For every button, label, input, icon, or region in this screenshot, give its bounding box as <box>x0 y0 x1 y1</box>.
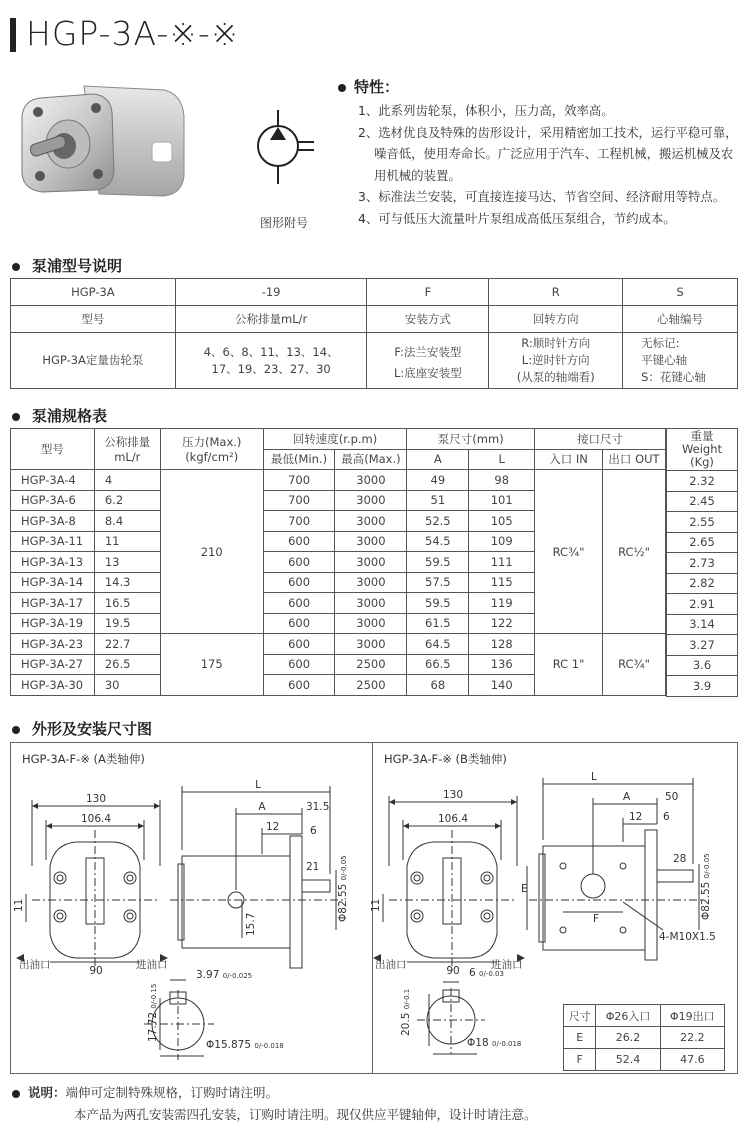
spec-pressure-cell: 210 <box>160 470 263 634</box>
spec-cell: 2500 <box>335 654 407 675</box>
spec-cell: 3000 <box>335 572 407 593</box>
svg-text:50: 50 <box>665 791 679 803</box>
spec-port-out-cell: RC¾" <box>603 634 666 696</box>
spec-cell: 52.5 <box>407 511 469 532</box>
dim-cell: 52.4 <box>596 1049 660 1071</box>
dim-cell: 22.2 <box>660 1027 724 1049</box>
shaft-cell: 无标记: 平键心轴 S：花键心轴 <box>623 333 738 389</box>
spec-table <box>10 428 666 696</box>
spec-cell: 600 <box>263 531 335 552</box>
svg-text:11: 11 <box>370 898 382 912</box>
spec-header-pressure: 压力(Max.) (kgf/cm²) <box>160 429 263 470</box>
svg-text:90: 90 <box>89 965 103 977</box>
spec-model-cell: HGP-3A-11 <box>11 531 95 552</box>
spec-header-speed: 回转速度(r.p.m) <box>263 429 407 450</box>
svg-text:A: A <box>623 791 631 803</box>
note-line-2: 本产品为两孔安装需四孔安装，订购时请注明。现仅供应平键轴伸，设计时请注意。 <box>74 1107 537 1122</box>
spec-cell: 54.5 <box>407 531 469 552</box>
spec-displacement-cell: 14.3 <box>94 572 160 593</box>
bullet-icon <box>12 726 20 734</box>
spec-header-speed-max: 最高(Max.) <box>335 449 407 470</box>
svg-text:L: L <box>255 779 261 791</box>
feature-item: 2、选材优良及特殊的齿形设计，采用精密加工技术，运行平稳可靠，噪音低，使用寿命长。广泛应用于汽车、工程机械，搬运机械及农用机械的装置。 <box>358 124 738 183</box>
spec-cell: 98 <box>469 470 535 491</box>
spec-header-port-in: 入口 IN <box>535 449 603 470</box>
spec-row <box>11 634 666 655</box>
spec-model-cell: HGP-3A-6 <box>11 490 95 511</box>
weight-table <box>666 428 738 697</box>
spec-weight-cell: 3.6 <box>667 655 738 676</box>
spec-cell: 3000 <box>335 593 407 614</box>
drawing-a-shaft <box>10 770 372 1070</box>
spec-model-cell: HGP-3A-27 <box>11 654 95 675</box>
spec-weight-cell: 2.91 <box>667 594 738 615</box>
dim-cell: 47.6 <box>660 1049 724 1071</box>
dim-header: Φ19出口 <box>660 1005 724 1027</box>
spec-weight-cell: 2.73 <box>667 553 738 574</box>
spec-header-speed-min: 最低(Min.) <box>263 449 335 470</box>
header-cell: 回转方向 <box>489 306 623 333</box>
svg-text:12: 12 <box>629 811 643 823</box>
code-cell: S <box>623 279 738 306</box>
spec-displacement-cell: 6.2 <box>94 490 160 511</box>
spec-cell: 3000 <box>335 490 407 511</box>
bullet-icon <box>12 1090 20 1098</box>
spec-cell: 64.5 <box>407 634 469 655</box>
spec-cell: 600 <box>263 613 335 634</box>
spec-displacement-cell: 11 <box>94 531 160 552</box>
spec-pressure-cell: 175 <box>160 634 263 696</box>
spec-cell: 59.5 <box>407 593 469 614</box>
code-cell: -19 <box>175 279 367 306</box>
svg-text:A: A <box>258 801 266 813</box>
spec-section-heading: 泵浦规格表 <box>12 405 107 426</box>
spec-model-cell: HGP-3A-14 <box>11 572 95 593</box>
spec-cell: 700 <box>263 470 335 491</box>
spec-displacement-cell: 13 <box>94 552 160 573</box>
spec-cell: 3000 <box>335 531 407 552</box>
spec-header-size-a: A <box>407 449 469 470</box>
shaft-b-section <box>373 964 563 1072</box>
svg-text:106.4: 106.4 <box>437 813 469 825</box>
drawing-left-label: HGP-3A-F-※ (A类轴伸) <box>22 752 145 766</box>
spec-cell: 700 <box>263 511 335 532</box>
spec-header-weight: 重量 Weight (Kg) <box>667 429 738 471</box>
svg-text:11: 11 <box>13 898 25 912</box>
spec-cell: 3000 <box>335 634 407 655</box>
spec-cell: 61.5 <box>407 613 469 634</box>
spec-model-cell: HGP-3A-17 <box>11 593 95 614</box>
spec-cell: 600 <box>263 675 335 696</box>
drawing-section-heading: 外形及安装尺寸图 <box>12 718 152 739</box>
spec-cell: 57.5 <box>407 572 469 593</box>
spec-cell: 2500 <box>335 675 407 696</box>
dim-header: Φ26入口 <box>596 1005 660 1027</box>
spec-cell: 128 <box>469 634 535 655</box>
spec-weight-cell: 3.9 <box>667 676 738 697</box>
ef-dimension-table <box>563 1004 725 1071</box>
spec-weight-cell: 2.32 <box>667 471 738 492</box>
model-code-table <box>10 278 738 389</box>
spec-displacement-cell: 26.5 <box>94 654 160 675</box>
spec-weight-cell: 2.45 <box>667 491 738 512</box>
note: 说明：端伸可定制特殊规格，订购时请注明。 <box>12 1082 278 1104</box>
svg-text:31.5: 31.5 <box>306 801 330 813</box>
pump-hydraulic-symbol <box>248 108 318 188</box>
svg-text:Φ15.875 0/-0.018: Φ15.875 0/-0.018 <box>206 1039 284 1051</box>
spec-header-displacement: 公称排量 mL/r <box>94 429 160 470</box>
spec-displacement-cell: 8.4 <box>94 511 160 532</box>
svg-text:17.72 0/-0.15: 17.72 0/-0.15 <box>147 983 159 1042</box>
svg-text:6 0/-0.03: 6 0/-0.03 <box>469 967 504 979</box>
spec-cell: 101 <box>469 490 535 511</box>
spec-cell: 119 <box>469 593 535 614</box>
pump-product-photo <box>14 76 190 206</box>
spec-cell: 111 <box>469 552 535 573</box>
spec-weight-cell: 2.55 <box>667 512 738 533</box>
bullet-icon <box>338 84 346 92</box>
svg-text:出油口: 出油口 <box>375 959 407 971</box>
code-cell: R <box>489 279 623 306</box>
mount-cell: F:法兰安装型 L:底座安装型 <box>367 333 489 389</box>
dim-cell: 26.2 <box>596 1027 660 1049</box>
spec-weight-cell: 3.27 <box>667 635 738 656</box>
spec-row <box>11 470 666 491</box>
svg-text:20.5 0/-0.1: 20.5 0/-0.1 <box>400 988 412 1036</box>
header-cell: 安装方式 <box>367 306 489 333</box>
spec-cell: 136 <box>469 654 535 675</box>
svg-text:15.7: 15.7 <box>245 912 257 936</box>
spec-cell: 3000 <box>335 511 407 532</box>
svg-text:6: 6 <box>310 825 317 837</box>
svg-text:E: E <box>521 883 528 895</box>
svg-text:Φ82.55 0/-0.05: Φ82.55 0/-0.05 <box>700 853 712 920</box>
rotation-cell: R:顺时针方向 L:逆时针方向 (从泵的轴端看) <box>489 333 623 389</box>
dim-cell: F <box>564 1049 596 1071</box>
bullet-icon <box>12 413 20 421</box>
svg-text:Φ18 0/-0.018: Φ18 0/-0.018 <box>467 1037 522 1049</box>
spec-port-out-cell: RC½" <box>603 470 666 634</box>
dim-header: 尺寸 <box>564 1005 596 1027</box>
dim-cell: E <box>564 1027 596 1049</box>
features-heading: 特性： <box>338 76 399 97</box>
features-list <box>358 100 738 229</box>
spec-model-cell: HGP-3A-19 <box>11 613 95 634</box>
spec-cell: 59.5 <box>407 552 469 573</box>
header-cell: 公称排量mL/r <box>175 306 367 333</box>
spec-port-in-cell: RC 1" <box>535 634 603 696</box>
spec-cell: 109 <box>469 531 535 552</box>
header-cell: 心轴编号 <box>623 306 738 333</box>
model-section-heading: 泵浦型号说明 <box>12 255 122 276</box>
model-cell: HGP-3A定量齿轮泵 <box>11 333 176 389</box>
spec-header-port-out: 出口 OUT <box>603 449 666 470</box>
svg-text:进油口: 进油口 <box>491 959 523 971</box>
spec-model-cell: HGP-3A-30 <box>11 675 95 696</box>
spec-displacement-cell: 19.5 <box>94 613 160 634</box>
spec-header-port: 接口尺寸 <box>535 429 666 450</box>
title-accent-bar <box>10 18 16 52</box>
svg-text:Φ82.55 0/-0.05: Φ82.55 0/-0.05 <box>337 855 349 922</box>
svg-text:12: 12 <box>266 821 280 833</box>
spec-model-cell: HGP-3A-4 <box>11 470 95 491</box>
svg-text:进油口: 进油口 <box>136 959 168 971</box>
svg-text:出油口: 出油口 <box>19 959 51 971</box>
spec-weight-cell: 2.82 <box>667 573 738 594</box>
bullet-icon <box>12 263 20 271</box>
spec-cell: 49 <box>407 470 469 491</box>
page-title: HGP-3A-※-※ <box>26 14 240 53</box>
code-cell: F <box>367 279 489 306</box>
spec-cell: 140 <box>469 675 535 696</box>
spec-header-model: 型号 <box>11 429 95 470</box>
svg-text:130: 130 <box>85 793 107 805</box>
spec-cell: 3000 <box>335 613 407 634</box>
spec-cell: 600 <box>263 593 335 614</box>
spec-header-size: 泵尺寸(mm) <box>407 429 535 450</box>
spec-cell: 600 <box>263 634 335 655</box>
spec-displacement-cell: 30 <box>94 675 160 696</box>
svg-text:L: L <box>591 771 597 783</box>
spec-displacement-cell: 4 <box>94 470 160 491</box>
svg-text:F: F <box>593 913 600 925</box>
spec-cell: 51 <box>407 490 469 511</box>
spec-weight-cell: 2.65 <box>667 532 738 553</box>
spec-cell: 600 <box>263 552 335 573</box>
feature-item: 3、标准法兰安装，可直接连接马达、节省空间、经济耐用等特点。 <box>358 189 726 204</box>
spec-cell: 68 <box>407 675 469 696</box>
spec-model-cell: HGP-3A-13 <box>11 552 95 573</box>
header-cell: 型号 <box>11 306 176 333</box>
spec-displacement-cell: 16.5 <box>94 593 160 614</box>
symbol-caption: 图形附号 <box>260 216 309 230</box>
drawing-right-label: HGP-3A-F-※ (B类轴伸) <box>384 752 507 766</box>
spec-cell: 122 <box>469 613 535 634</box>
svg-text:21: 21 <box>306 861 320 873</box>
spec-cell: 600 <box>263 572 335 593</box>
svg-text:6: 6 <box>663 811 670 823</box>
spec-cell: 115 <box>469 572 535 593</box>
feature-item: 1、此系列齿轮泵，体积小，压力高，效率高。 <box>358 103 614 118</box>
svg-text:3.97 0/-0.025: 3.97 0/-0.025 <box>196 969 253 981</box>
spec-port-in-cell: RC¾" <box>535 470 603 634</box>
svg-text:106.4: 106.4 <box>80 813 112 825</box>
spec-cell: 600 <box>263 654 335 675</box>
spec-cell: 700 <box>263 490 335 511</box>
svg-text:130: 130 <box>442 789 464 801</box>
svg-text:4-M10X1.5: 4-M10X1.5 <box>659 931 716 943</box>
spec-cell: 3000 <box>335 470 407 491</box>
spec-header-size-l: L <box>469 449 535 470</box>
spec-weight-cell: 3.14 <box>667 614 738 635</box>
spec-cell: 105 <box>469 511 535 532</box>
spec-cell: 3000 <box>335 552 407 573</box>
feature-item: 4、可与低压大流量叶片泵组成高低压泵组合，节约成本。 <box>358 210 676 226</box>
spec-model-cell: HGP-3A-23 <box>11 634 95 655</box>
displacement-cell: 4、6、8、11、13、14、 17、19、23、27、30 <box>175 333 367 389</box>
svg-text:28: 28 <box>673 853 687 865</box>
svg-text:90: 90 <box>446 965 460 977</box>
code-cell: HGP-3A <box>11 279 176 306</box>
spec-model-cell: HGP-3A-8 <box>11 511 95 532</box>
spec-displacement-cell: 22.7 <box>94 634 160 655</box>
spec-cell: 66.5 <box>407 654 469 675</box>
